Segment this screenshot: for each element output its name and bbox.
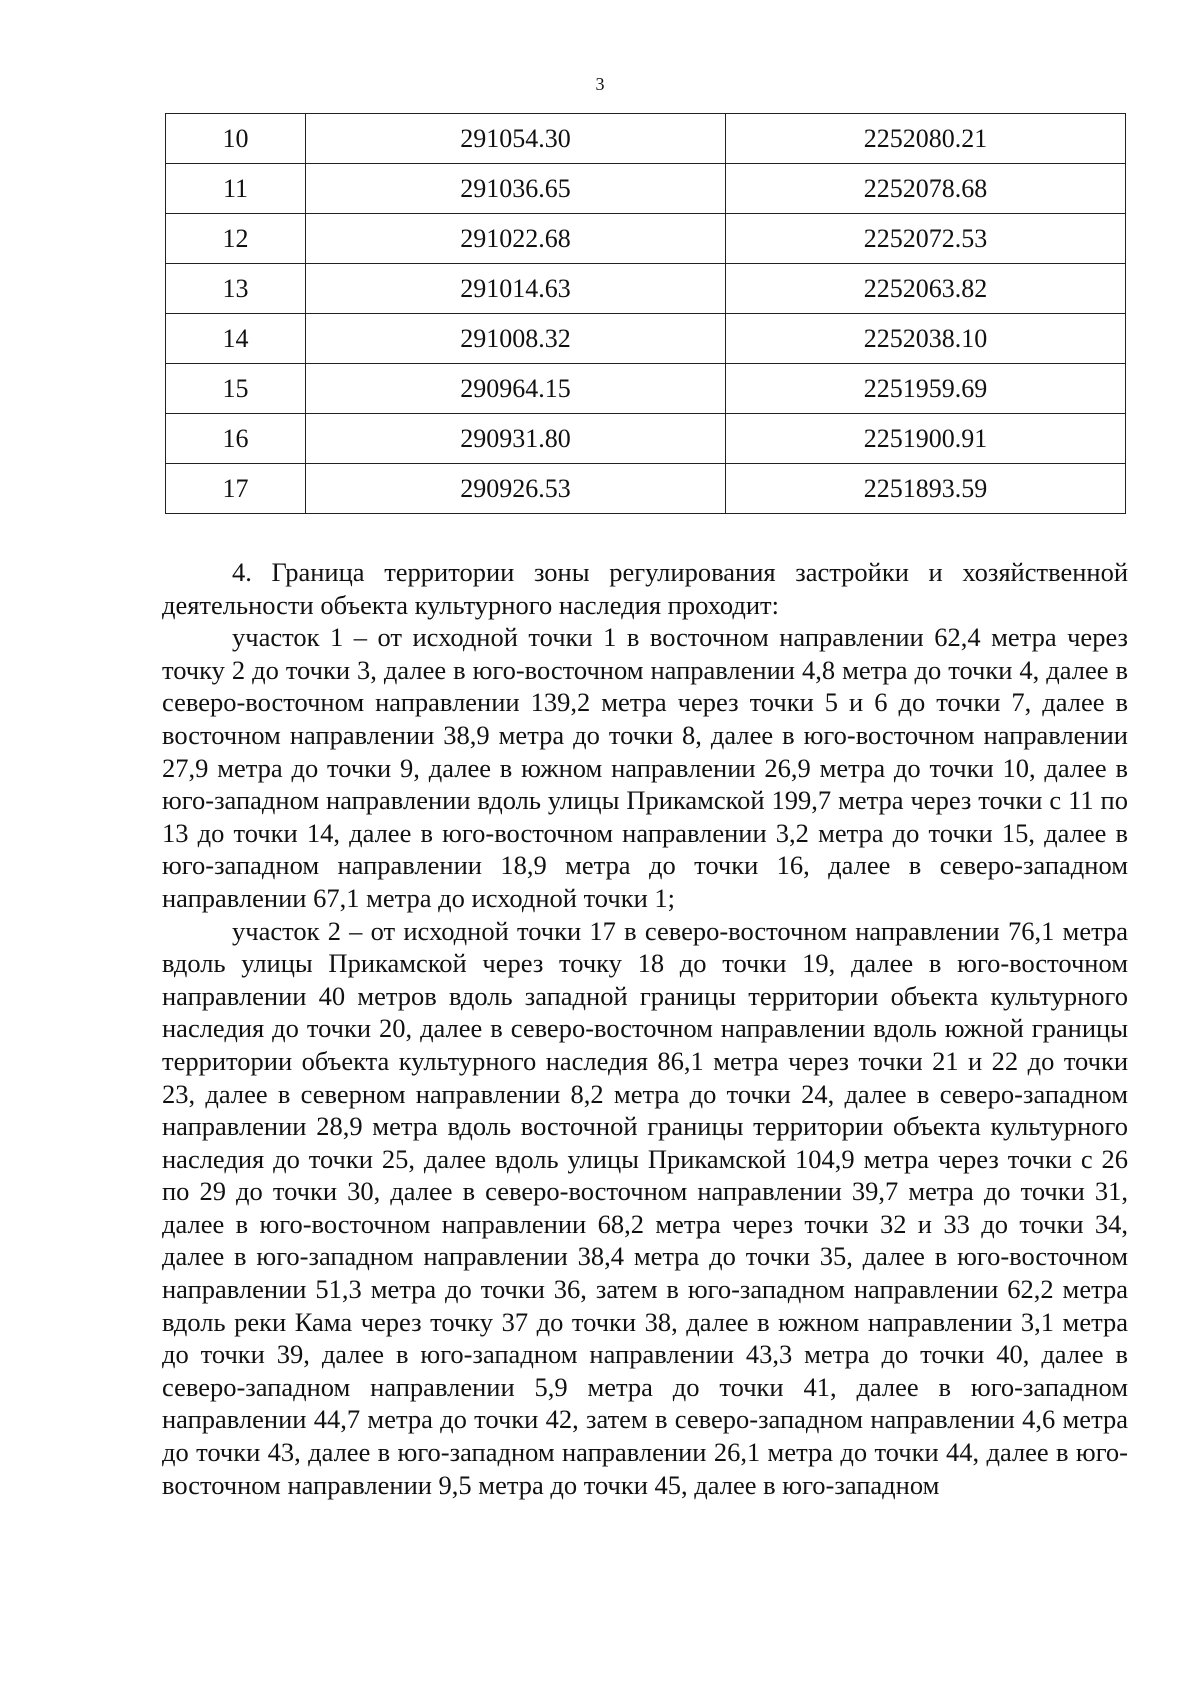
table-row	[166, 364, 1126, 414]
point-number-cell: 14	[166, 314, 306, 364]
y-coordinate-cell: 2252078.68	[726, 164, 1126, 214]
y-coordinate-cell: 2251959.69	[726, 364, 1126, 414]
x-coordinate-cell: 290964.15	[306, 364, 726, 414]
y-coordinate-cell: 2251893.59	[726, 464, 1126, 514]
x-coordinate-cell: 291022.68	[306, 214, 726, 264]
point-number-cell: 15	[166, 364, 306, 414]
document-body	[162, 556, 1128, 1501]
table-row	[166, 164, 1126, 214]
point-number-cell: 12	[166, 214, 306, 264]
section-heading-paragraph: 4. Граница территории зоны регулирования застройки и хозяйственной деятельности объекта культурного наследия проходит:	[162, 557, 1128, 620]
segment-1-paragraph: участок 1 – от исходной точки 1 в восточном направлении 62,4 метра через точку 2 до точки 3, далее в юго-восточном направлении 4,8 метра до точки 4, далее в северо-восточном направлении 139,2 метра через точки 5 и 6 до точки 7, далее в восточном направлении 38,9 метра до точки 8, далее в юго-восточном направлении 27,9 метра до точки 9, далее в южном направлении 26,9 метра до точки 10, далее в юго-западном направлении вдоль улицы Прикамской 199,7 метра через точки с 11 по 13 до точки 14, далее в юго-восточном направлении 3,2 метра до точки 15, далее в юго-западном направлении 18,9 метра до точки 16, далее в северо-западном направлении 67,1 метра до исходной точки 1;	[162, 622, 1128, 913]
x-coordinate-cell: 291036.65	[306, 164, 726, 214]
point-number-cell: 10	[166, 114, 306, 164]
page-number: 3	[595, 74, 605, 94]
y-coordinate-cell: 2252038.10	[726, 314, 1126, 364]
point-number-cell: 11	[166, 164, 306, 214]
point-number-cell: 13	[166, 264, 306, 314]
y-coordinate-cell: 2251900.91	[726, 414, 1126, 464]
table-row	[166, 464, 1126, 514]
point-number-cell: 16	[166, 414, 306, 464]
y-coordinate-cell: 2252063.82	[726, 264, 1126, 314]
table-row	[166, 264, 1126, 314]
x-coordinate-cell: 291054.30	[306, 114, 726, 164]
coordinates-table	[165, 113, 1126, 514]
table-row	[166, 114, 1126, 164]
x-coordinate-cell: 291014.63	[306, 264, 726, 314]
x-coordinate-cell: 291008.32	[306, 314, 726, 364]
x-coordinate-cell: 290931.80	[306, 414, 726, 464]
table-row	[166, 214, 1126, 264]
x-coordinate-cell: 290926.53	[306, 464, 726, 514]
y-coordinate-cell: 2252080.21	[726, 114, 1126, 164]
table-row	[166, 414, 1126, 464]
table-row	[166, 314, 1126, 364]
point-number-cell: 17	[166, 464, 306, 514]
segment-2-paragraph: участок 2 – от исходной точки 17 в северо-восточном направлении 76,1 метра вдоль улицы Прикамской через точку 18 до точки 19, далее в юго-восточном направлении 40 метров вдоль западной границы территории объекта культурного наследия до точки 20, далее в северо-восточном направлении вдоль южной границы территории объекта культурного наследия 86,1 метра через точки 21 и 22 до точки 23, далее в северном направлении 8,2 метра до точки 24, далее в северо-западном направлении 28,9 метра вдоль восточной границы территории объекта культурного наследия до точки 25, далее вдоль улицы Прикамской 104,9 метра через точки с 26 по 29 до точки 30, далее в северо-восточном направлении 39,7 метра до точки 31, далее в юго-восточном направлении 68,2 метра через точки 32 и 33 до точки 34, далее в юго-западном направлении 38,4 метра до точки 35, далее в юго-восточном направлении 51,3 метра до точки 36, затем в юго-западном направлении 62,2 метра вдоль реки Кама через точку 37 до точки 38, далее в южном направлении 3,1 метра до точки 39, далее в юго-западном направлении 43,3 метра до точки 40, далее в северо-западном направлении 5,9 метра до точки 41, далее в юго-западном направлении 44,7 метра до точки 42, затем в северо-западном направлении 4,6 метра до точки 43, далее в юго-западном направлении 26,1 метра до точки 44, далее в юго-восточном направлении 9,5 метра до точки 45, далее в юго-западном	[162, 915, 1128, 1500]
y-coordinate-cell: 2252072.53	[726, 214, 1126, 264]
